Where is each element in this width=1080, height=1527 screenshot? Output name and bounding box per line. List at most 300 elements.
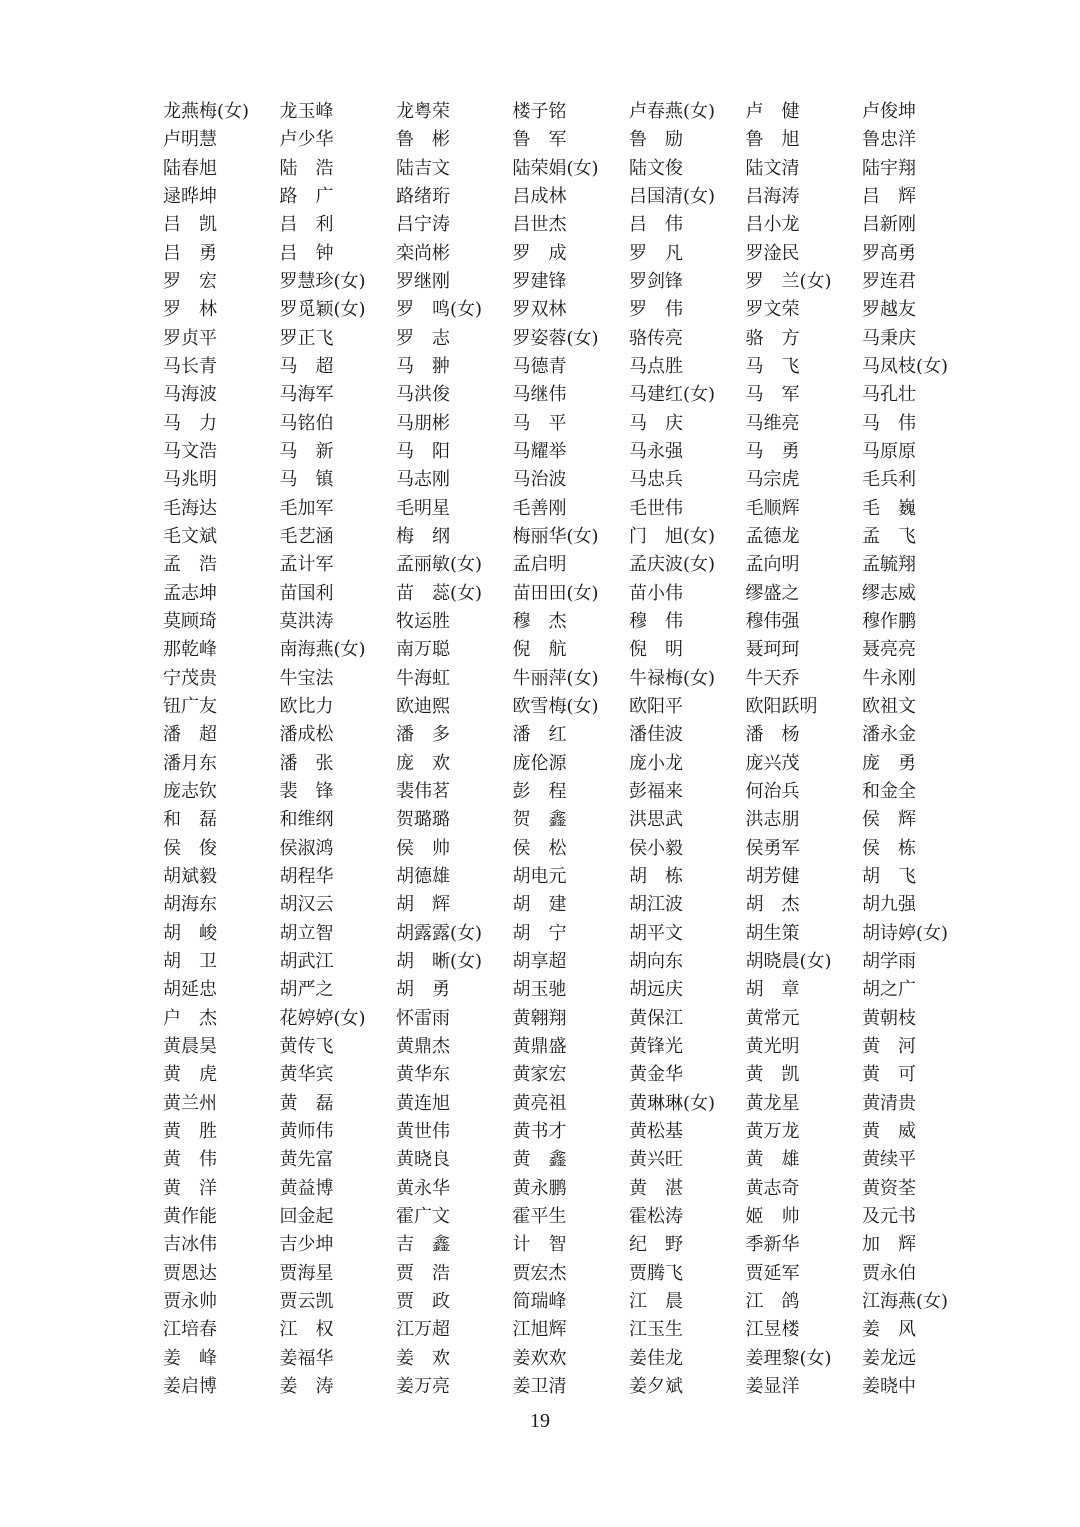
name-entry: 黄书才 — [512, 1120, 567, 1142]
name-entry: 吕 伟 — [629, 214, 683, 236]
name-entry: 苗小伟 — [629, 582, 683, 604]
name-entry: 缪志威 — [862, 582, 916, 604]
name-entry: 马 阳 — [396, 441, 450, 463]
name-entry: 毛善刚 — [512, 497, 567, 519]
name-entry: 孟德龙 — [745, 526, 800, 548]
name-entry: 马 庆 — [629, 412, 683, 434]
name-entry: 贾延军 — [745, 1262, 800, 1284]
name-entry: 罗贞平 — [163, 327, 217, 349]
name-entry: 毛世伟 — [629, 497, 683, 519]
name-entry: 黄 湛 — [629, 1177, 683, 1199]
name-entry: 贾海星 — [279, 1262, 334, 1284]
name-entry: 姜晓中 — [862, 1375, 916, 1397]
name-entry: 黄永鹏 — [512, 1177, 567, 1199]
name-entry: 毛文斌 — [163, 526, 217, 548]
name-entry: 黄琳琳(女) — [629, 1092, 716, 1114]
name-entry: 黄朝枝 — [862, 1007, 916, 1029]
name-entry: 江 鸽 — [745, 1290, 800, 1312]
name-entry: 彭福来 — [629, 781, 683, 803]
name-entry: 霍平生 — [512, 1205, 567, 1227]
name-entry: 倪 明 — [629, 639, 683, 661]
name-entry: 马耀举 — [512, 441, 567, 463]
name-entry: 黄翱翔 — [512, 1007, 567, 1029]
name-entry: 江海燕(女) — [862, 1290, 949, 1312]
name-entry: 黄家宏 — [512, 1064, 567, 1086]
name-entry: 孟毓翔 — [862, 554, 916, 576]
name-entry: 黄 洋 — [163, 1177, 217, 1199]
name-entry: 黄永华 — [396, 1177, 450, 1199]
name-entry: 毛艺涵 — [279, 526, 334, 548]
name-entry: 陆春旭 — [163, 157, 217, 179]
name-entry: 侯 栋 — [862, 837, 916, 859]
name-entry: 庞 欢 — [396, 752, 450, 774]
name-entry: 贾 浩 — [396, 1262, 450, 1284]
name-entry: 潘月东 — [163, 752, 217, 774]
name-entry: 吕海涛 — [745, 186, 800, 208]
name-entry: 侯勇军 — [745, 837, 800, 859]
name-entry: 宁茂贵 — [163, 667, 217, 689]
name-entry: 欧迪熙 — [396, 696, 450, 718]
name-entry: 苗田田(女) — [512, 582, 599, 604]
name-entry: 胡电元 — [512, 866, 567, 888]
name-entry: 江玉生 — [629, 1319, 683, 1341]
name-entry: 陆吉文 — [396, 157, 450, 179]
name-entry: 苗国利 — [279, 582, 334, 604]
name-entry: 黄先富 — [279, 1149, 334, 1171]
name-entry: 胡远庆 — [629, 979, 683, 1001]
name-entry: 贾永伯 — [862, 1262, 916, 1284]
name-entry: 黄万龙 — [745, 1120, 800, 1142]
name-entry: 吕 辉 — [862, 186, 916, 208]
name-entry: 黄益博 — [279, 1177, 334, 1199]
name-entry: 庞志钦 — [163, 781, 217, 803]
name-entry: 和维纲 — [279, 809, 334, 831]
name-entry: 黄鼎盛 — [512, 1035, 567, 1057]
name-entry: 黄作能 — [163, 1205, 217, 1227]
name-entry: 侯淑鸿 — [279, 837, 334, 859]
name-entry: 马凤枝(女) — [862, 356, 949, 378]
name-entry: 何治兵 — [745, 781, 800, 803]
name-entry: 胡生策 — [745, 922, 800, 944]
name-entry: 霍广文 — [396, 1205, 450, 1227]
name-entry: 马 超 — [279, 356, 334, 378]
name-entry: 牧运胜 — [396, 611, 450, 633]
name-entry: 潘 多 — [396, 724, 450, 746]
name-entry: 胡延忠 — [163, 979, 217, 1001]
name-entry: 吉少坤 — [279, 1234, 334, 1256]
name-entry: 吕国清(女) — [629, 186, 716, 208]
name-entry: 欧雪梅(女) — [512, 696, 599, 718]
name-entry: 马 新 — [279, 441, 334, 463]
name-entry: 欧阳跃明 — [745, 696, 818, 718]
name-entry: 潘 张 — [279, 752, 334, 774]
name-entry: 胡武江 — [279, 951, 334, 972]
name-entry: 马治波 — [512, 469, 567, 491]
name-entry: 侯 帅 — [396, 837, 450, 859]
name-entry: 吕 钟 — [279, 242, 334, 264]
name-entry: 马 伟 — [862, 412, 916, 434]
name-entry: 莫顾琦 — [163, 611, 217, 633]
name-entry: 胡 宁 — [512, 922, 567, 944]
name-entry: 吕宁涛 — [396, 214, 450, 236]
name-entry: 马铭伯 — [279, 412, 334, 434]
name-entry: 吕小龙 — [745, 214, 800, 236]
name-entry: 贺璐璐 — [396, 809, 450, 831]
name-entry: 黄资荃 — [862, 1177, 916, 1199]
name-entry: 黄 磊 — [279, 1092, 334, 1114]
name-entry: 姜佳龙 — [629, 1347, 683, 1369]
name-entry: 胡 辉 — [396, 894, 450, 916]
name-entry: 栾尚彬 — [396, 242, 450, 264]
name-entry: 苗 蕊(女) — [396, 582, 483, 604]
name-entry: 陆荣娟(女) — [512, 157, 599, 179]
name-entry: 黄 鑫 — [512, 1149, 567, 1171]
name-entry: 黄师伟 — [279, 1120, 334, 1142]
name-entry: 门 旭(女) — [629, 526, 716, 548]
name-entry: 计 智 — [512, 1234, 567, 1256]
name-entry: 贾恩达 — [163, 1262, 217, 1284]
name-entry: 潘成松 — [279, 724, 334, 746]
name-entry: 吕世杰 — [512, 214, 567, 236]
name-entry: 牛禄梅(女) — [629, 667, 716, 689]
name-entry: 胡诗婷(女) — [862, 922, 949, 944]
name-entry: 胡江波 — [629, 894, 683, 916]
name-entry: 罗正飞 — [279, 327, 334, 349]
name-entry: 孟志坤 — [163, 582, 217, 604]
name-entry: 贾永帅 — [163, 1290, 217, 1312]
name-entry: 简瑞峰 — [512, 1290, 567, 1312]
name-entry: 吉 鑫 — [396, 1234, 450, 1256]
name-entry: 吕 凯 — [163, 214, 217, 236]
name-entry: 胡享超 — [512, 951, 567, 972]
name-entry: 马建红(女) — [629, 384, 716, 406]
name-entry: 纪 野 — [629, 1234, 683, 1256]
name-entry: 洪思武 — [629, 809, 683, 831]
name-entry: 莫洪涛 — [279, 611, 334, 633]
name-entry: 胡海东 — [163, 894, 217, 916]
name-entry: 侯 松 — [512, 837, 567, 859]
name-entry: 姜龙远 — [862, 1347, 916, 1369]
name-entry: 马 飞 — [745, 356, 800, 378]
name-entry: 卢明慧 — [163, 129, 217, 151]
name-entry: 潘永金 — [862, 724, 916, 746]
name-entry: 马海军 — [279, 384, 334, 406]
name-entry: 马 镇 — [279, 469, 334, 491]
name-entry: 毛顺辉 — [745, 497, 800, 519]
name-entry: 马 翀 — [396, 356, 450, 378]
name-entry: 黄续平 — [862, 1149, 916, 1171]
name-entry: 罗 兰(女) — [745, 271, 832, 293]
name-entry: 黄兰州 — [163, 1092, 217, 1114]
name-entry: 加 辉 — [862, 1234, 916, 1256]
name-entry: 马点胜 — [629, 356, 683, 378]
name-entry: 姜欢欢 — [512, 1347, 567, 1369]
name-entry: 马 勇 — [745, 441, 800, 463]
name-entry: 胡程华 — [279, 866, 334, 888]
name-entry: 梅 纲 — [396, 526, 450, 548]
name-entry: 吕 勇 — [163, 242, 217, 264]
name-entry: 毛明星 — [396, 497, 450, 519]
name-entry: 南万聪 — [396, 639, 450, 661]
name-entry: 鲁 彬 — [396, 129, 450, 151]
name-entry: 潘 红 — [512, 724, 567, 746]
name-entry: 黄 虎 — [163, 1064, 217, 1086]
name-entry: 裴伟茗 — [396, 781, 450, 803]
name-entry: 毛海达 — [163, 497, 217, 519]
name-entry: 马 平 — [512, 412, 567, 434]
name-entry: 贺 鑫 — [512, 809, 567, 831]
name-entry: 孟启明 — [512, 554, 567, 576]
name-entry: 胡 卫 — [163, 951, 217, 972]
name-entry: 骆传亮 — [629, 327, 683, 349]
name-entry: 罗淦民 — [745, 242, 800, 264]
name-entry: 马朋彬 — [396, 412, 450, 434]
name-entry: 庞 勇 — [862, 752, 916, 774]
name-entry: 潘佳波 — [629, 724, 683, 746]
name-entry: 黄传飞 — [279, 1035, 334, 1057]
name-entry: 牛天乔 — [745, 667, 800, 689]
name-entry: 鲁 军 — [512, 129, 567, 151]
name-entry: 胡平文 — [629, 922, 683, 944]
name-entry: 姜启博 — [163, 1375, 217, 1397]
name-entry: 黄锋光 — [629, 1035, 683, 1057]
name-entry: 和 磊 — [163, 809, 217, 831]
name-entry: 胡汉云 — [279, 894, 334, 916]
name-entry: 姜 风 — [862, 1319, 916, 1341]
name-entry: 胡立智 — [279, 922, 334, 944]
name-entry: 牛丽萍(女) — [512, 667, 599, 689]
name-entry: 姜显洋 — [745, 1375, 800, 1397]
name-entry: 陆 浩 — [279, 157, 334, 179]
name-entry: 胡芳健 — [745, 866, 800, 888]
name-entry: 罗越友 — [862, 299, 916, 321]
name-entry: 缪盛之 — [745, 582, 800, 604]
name-entry: 孟向明 — [745, 554, 800, 576]
name-entry: 罗继刚 — [396, 271, 450, 293]
name-entry: 黄 威 — [862, 1120, 916, 1142]
name-entry: 姜 涛 — [279, 1375, 334, 1397]
name-entry: 卢俊坤 — [862, 101, 916, 123]
name-entry: 罗 伟 — [629, 299, 683, 321]
name-entry: 马孔壮 — [862, 384, 916, 406]
name-entry: 黄晨昊 — [163, 1035, 217, 1057]
name-entry: 黄兴旺 — [629, 1149, 683, 1171]
name-entry: 聂珂珂 — [745, 639, 800, 661]
name-entry: 陆文清 — [745, 157, 800, 179]
name-entry: 胡 建 — [512, 894, 567, 916]
name-entry: 黄松基 — [629, 1120, 683, 1142]
name-entry: 那乾峰 — [163, 639, 217, 661]
name-entry: 黄志奇 — [745, 1177, 800, 1199]
name-entry: 牛永刚 — [862, 667, 916, 689]
name-entry: 罗剑锋 — [629, 271, 683, 293]
name-entry: 马长青 — [163, 356, 217, 378]
name-entry: 潘 杨 — [745, 724, 800, 746]
name-entry: 黄连旭 — [396, 1092, 450, 1114]
name-entry: 罗文荣 — [745, 299, 800, 321]
name-entry: 回金起 — [279, 1205, 334, 1227]
name-entry: 姜卫清 — [512, 1375, 567, 1397]
name-entry: 霍松涛 — [629, 1205, 683, 1227]
name-entry: 罗慧珍(女) — [279, 271, 366, 293]
name-entry: 卢 健 — [745, 101, 800, 123]
name-entry: 鲁 励 — [629, 129, 683, 151]
name-entry: 鲁 旭 — [745, 129, 800, 151]
name-entry: 胡德雄 — [396, 866, 450, 888]
name-entry: 穆伟强 — [745, 611, 800, 633]
name-entry: 龙燕梅(女) — [163, 101, 250, 123]
name-entry: 庞兴茂 — [745, 752, 800, 774]
name-entry: 骆 方 — [745, 327, 800, 349]
name-entry: 彭 程 — [512, 781, 567, 803]
name-entry: 胡 栋 — [629, 866, 683, 888]
name-entry: 罗 成 — [512, 242, 567, 264]
name-entry: 胡露露(女) — [396, 922, 483, 944]
name-entry: 户 杰 — [163, 1007, 217, 1029]
name-entry: 吕 利 — [279, 214, 334, 236]
name-entry: 姜福华 — [279, 1347, 334, 1369]
name-entry: 黄龙星 — [745, 1092, 800, 1114]
name-entry: 江昱楼 — [745, 1319, 800, 1341]
name-entry: 吕新刚 — [862, 214, 916, 236]
name-entry: 鲁忠洋 — [862, 129, 916, 151]
name-entry: 马 军 — [745, 384, 800, 406]
name-entry: 陆文俊 — [629, 157, 683, 179]
name-entry: 路 广 — [279, 186, 334, 208]
name-entry: 穆 杰 — [512, 611, 567, 633]
name-entry: 陆宇翔 — [862, 157, 916, 179]
name-entry: 胡之广 — [862, 979, 916, 1001]
name-entry: 姜 欢 — [396, 1347, 450, 1369]
name-entry: 姬 帅 — [745, 1205, 800, 1227]
name-entry: 马忠兵 — [629, 469, 683, 491]
name-entry: 罗 志 — [396, 327, 450, 349]
name-entry: 罗连君 — [862, 271, 916, 293]
name-entry: 庞伦源 — [512, 752, 567, 774]
name-entry: 黄 胜 — [163, 1120, 217, 1142]
name-entry: 季新华 — [745, 1234, 800, 1256]
name-entry: 罗 宏 — [163, 271, 217, 293]
name-entry: 黄 凯 — [745, 1064, 800, 1086]
name-entry: 马维亮 — [745, 412, 800, 434]
name-entry: 马洪俊 — [396, 384, 450, 406]
name-entry: 罗双林 — [512, 299, 567, 321]
name-entry: 龙玉峰 — [279, 101, 334, 123]
name-entry: 马海波 — [163, 384, 217, 406]
name-entry: 贾腾飞 — [629, 1262, 683, 1284]
name-entry: 黄鼎杰 — [396, 1035, 450, 1057]
name-entry: 罗建锋 — [512, 271, 567, 293]
name-entry: 黄华东 — [396, 1064, 450, 1086]
name-entry: 潘 超 — [163, 724, 217, 746]
name-entry: 黄清贵 — [862, 1092, 916, 1114]
name-entry: 胡玉驰 — [512, 979, 567, 1001]
name-entry: 贾 政 — [396, 1290, 450, 1312]
name-entry: 和金全 — [862, 781, 916, 803]
name-entry: 裴 锋 — [279, 781, 334, 803]
name-entry: 孟 飞 — [862, 526, 916, 548]
name-entry: 黄亮祖 — [512, 1092, 567, 1114]
name-entry: 卢少华 — [279, 129, 334, 151]
name-entry: 胡斌毅 — [163, 866, 217, 888]
name-entry: 黄保江 — [629, 1007, 683, 1029]
name-entry: 毛兵利 — [862, 469, 916, 491]
name-entry: 贾云凯 — [279, 1290, 334, 1312]
name-entry: 牛宝法 — [279, 667, 334, 689]
name-entry: 侯小毅 — [629, 837, 683, 859]
name-entry: 侯 辉 — [862, 809, 916, 831]
name-entry: 黄金华 — [629, 1064, 683, 1086]
name-entry: 胡晓晨(女) — [745, 951, 832, 972]
name-entry: 胡 勇 — [396, 979, 450, 1001]
name-entry: 马秉庆 — [862, 327, 916, 349]
name-entry: 聂亮亮 — [862, 639, 916, 661]
name-entry: 孟庆波(女) — [629, 554, 716, 576]
name-entry: 逯晔坤 — [163, 186, 217, 208]
name-entry: 马继伟 — [512, 384, 567, 406]
name-list-grid — [163, 98, 983, 1401]
name-entry: 马永强 — [629, 441, 683, 463]
name-entry: 黄世伟 — [396, 1120, 450, 1142]
name-entry: 庞小龙 — [629, 752, 683, 774]
name-entry: 胡 杰 — [745, 894, 800, 916]
name-entry: 胡九强 — [862, 894, 916, 916]
name-entry: 孟 浩 — [163, 554, 217, 576]
name-entry: 钮广友 — [163, 696, 217, 718]
name-entry: 孟丽敏(女) — [396, 554, 483, 576]
name-entry: 胡向东 — [629, 951, 683, 972]
name-entry: 马 力 — [163, 412, 217, 434]
name-entry: 黄华宾 — [279, 1064, 334, 1086]
name-entry: 黄 河 — [862, 1035, 916, 1057]
name-entry: 江旭辉 — [512, 1319, 567, 1341]
name-entry: 罗 鸣(女) — [396, 299, 483, 321]
name-entry: 胡 峻 — [163, 922, 217, 944]
name-entry: 姜万亮 — [396, 1375, 450, 1397]
name-entry: 及元书 — [862, 1205, 916, 1227]
name-entry: 黄 伟 — [163, 1149, 217, 1171]
name-entry: 倪 航 — [512, 639, 567, 661]
name-entry: 罗觅颖(女) — [279, 299, 366, 321]
name-entry: 罗 凡 — [629, 242, 683, 264]
name-entry: 毛加军 — [279, 497, 334, 519]
name-entry: 江 权 — [279, 1319, 334, 1341]
name-entry: 黄 可 — [862, 1064, 916, 1086]
name-entry: 江万超 — [396, 1319, 450, 1341]
name-entry: 吉冰伟 — [163, 1234, 217, 1256]
name-entry: 牛海虹 — [396, 667, 450, 689]
name-entry: 胡严之 — [279, 979, 334, 1001]
name-entry: 罗姿蓉(女) — [512, 327, 599, 349]
name-entry: 黄常元 — [745, 1007, 800, 1029]
name-entry: 穆作鹏 — [862, 611, 916, 633]
name-entry: 马德青 — [512, 356, 567, 378]
name-entry: 毛 巍 — [862, 497, 916, 519]
name-entry: 穆 伟 — [629, 611, 683, 633]
name-entry: 黄晓良 — [396, 1149, 450, 1171]
name-entry: 欧祖文 — [862, 696, 916, 718]
name-entry: 孟计军 — [279, 554, 334, 576]
name-entry: 南海燕(女) — [279, 639, 366, 661]
name-entry: 欧阳平 — [629, 696, 683, 718]
name-entry: 楼子铭 — [512, 101, 567, 123]
name-entry: 江 晨 — [629, 1290, 683, 1312]
name-entry: 卢春燕(女) — [629, 101, 716, 123]
name-entry: 路绪珩 — [396, 186, 450, 208]
name-entry: 黄光明 — [745, 1035, 800, 1057]
name-entry: 梅丽华(女) — [512, 526, 599, 548]
name-entry: 贾宏杰 — [512, 1262, 567, 1284]
